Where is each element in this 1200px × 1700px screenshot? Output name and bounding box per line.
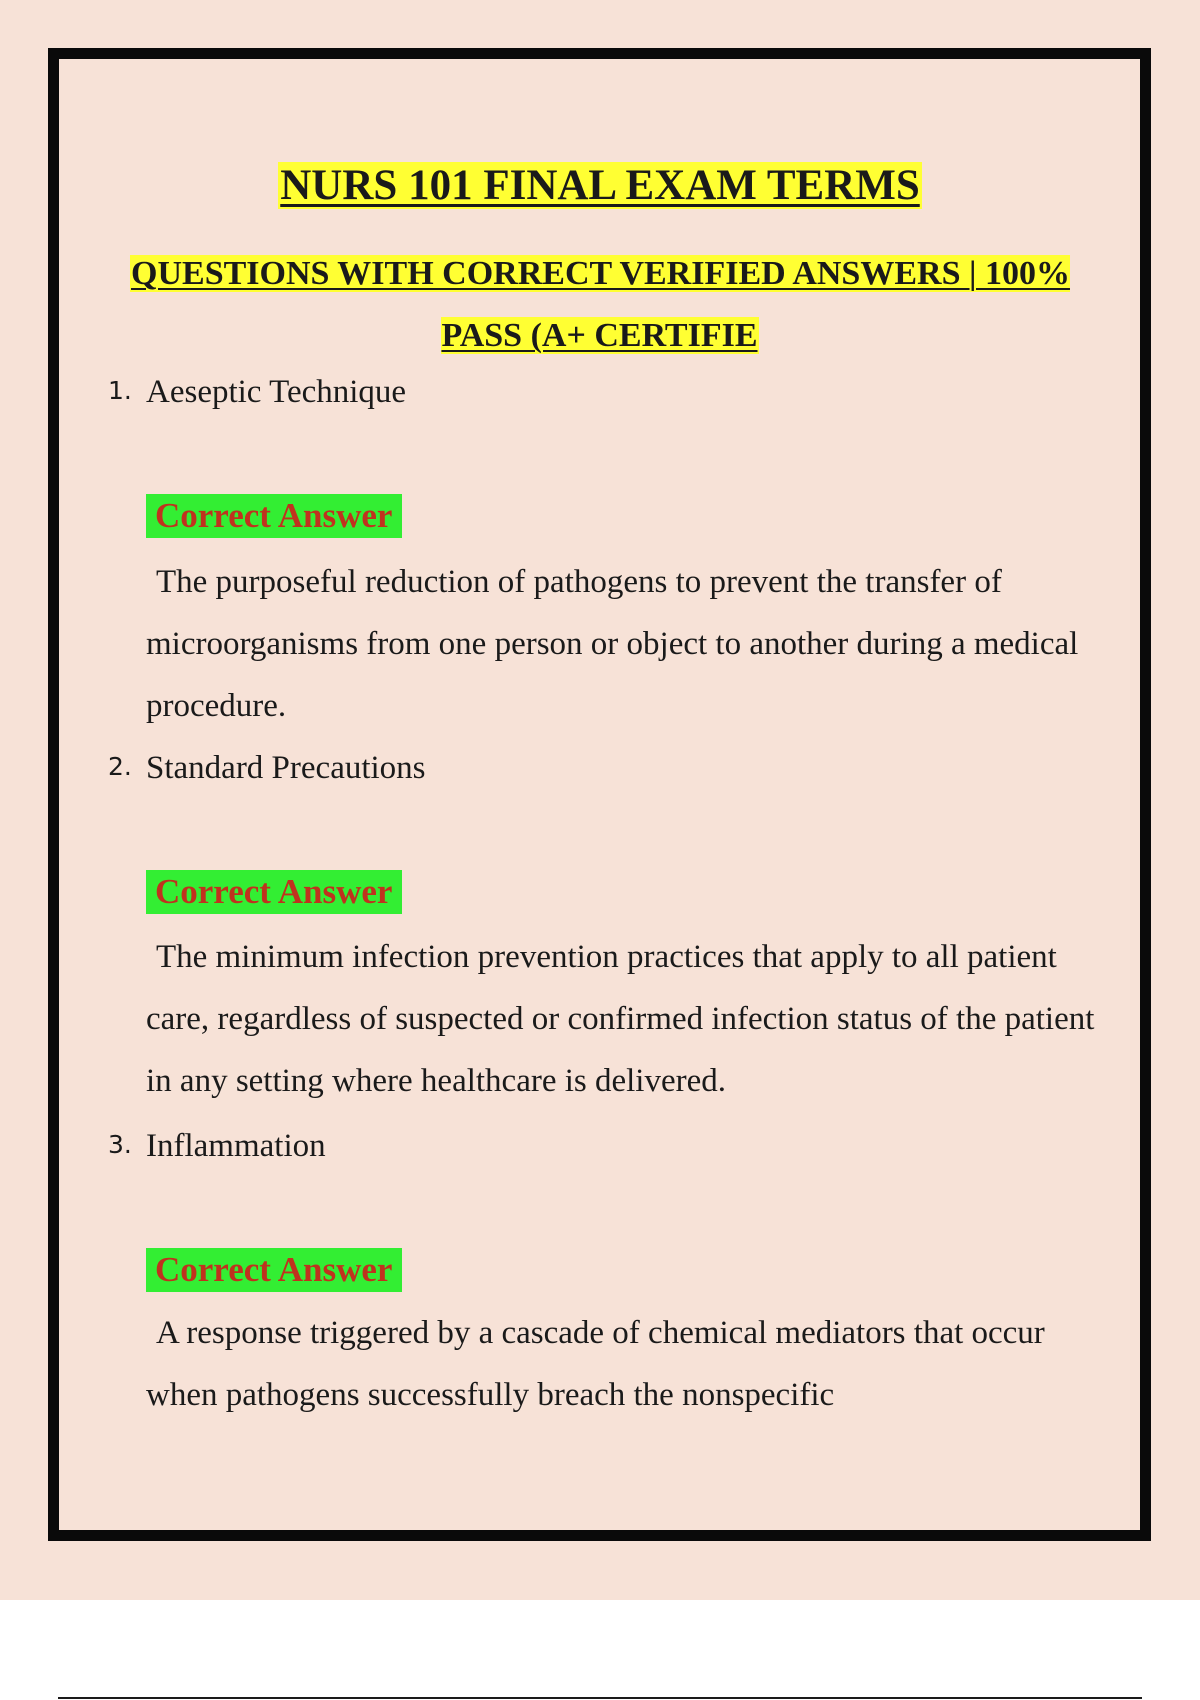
- answer-text-2-content: The minimum infection prevention practices that apply to all patient care, regardless of suspected or confirmed infection status of the patient in any setting where healthcare is delivered.: [146, 939, 1095, 1099]
- item-term-1: Aeseptic Technique: [146, 374, 407, 410]
- item-term-2: Standard Precautions: [146, 750, 426, 786]
- footer-divider: [58, 1697, 1142, 1699]
- answer-text-3-content: A response triggered by a cascade of chemical mediators that occur when pathogens successfully breach the nonspecific: [146, 1315, 1045, 1413]
- correct-answer-badge-3: Correct Answer: [146, 1248, 402, 1292]
- item-term-3: Inflammation: [146, 1128, 326, 1164]
- correct-answer-badge-1: Correct Answer: [146, 494, 402, 538]
- correct-answer-badge-2: Correct Answer: [146, 870, 402, 914]
- item-number-3: 3.: [108, 1130, 132, 1159]
- item-number-2: 2.: [108, 752, 132, 781]
- answer-text-1: [146, 551, 1106, 737]
- document-title-text: NURS 101 FINAL EXAM TERMS: [280, 162, 920, 209]
- document-subtitle: [120, 243, 1080, 367]
- document-title: [0, 160, 1200, 212]
- item-number-1: 1.: [108, 376, 132, 405]
- answer-text-1-content: The purposeful reduction of pathogens to prevent the transfer of microorganisms from one person or object to another during a medical procedure.: [146, 564, 1079, 724]
- answer-text-3: [146, 1302, 1106, 1426]
- answer-text-2: [146, 926, 1106, 1112]
- document-subtitle-text: QUESTIONS WITH CORRECT VERIFIED ANSWERS | 100% PASS (A+ CERTIFIE: [131, 255, 1070, 354]
